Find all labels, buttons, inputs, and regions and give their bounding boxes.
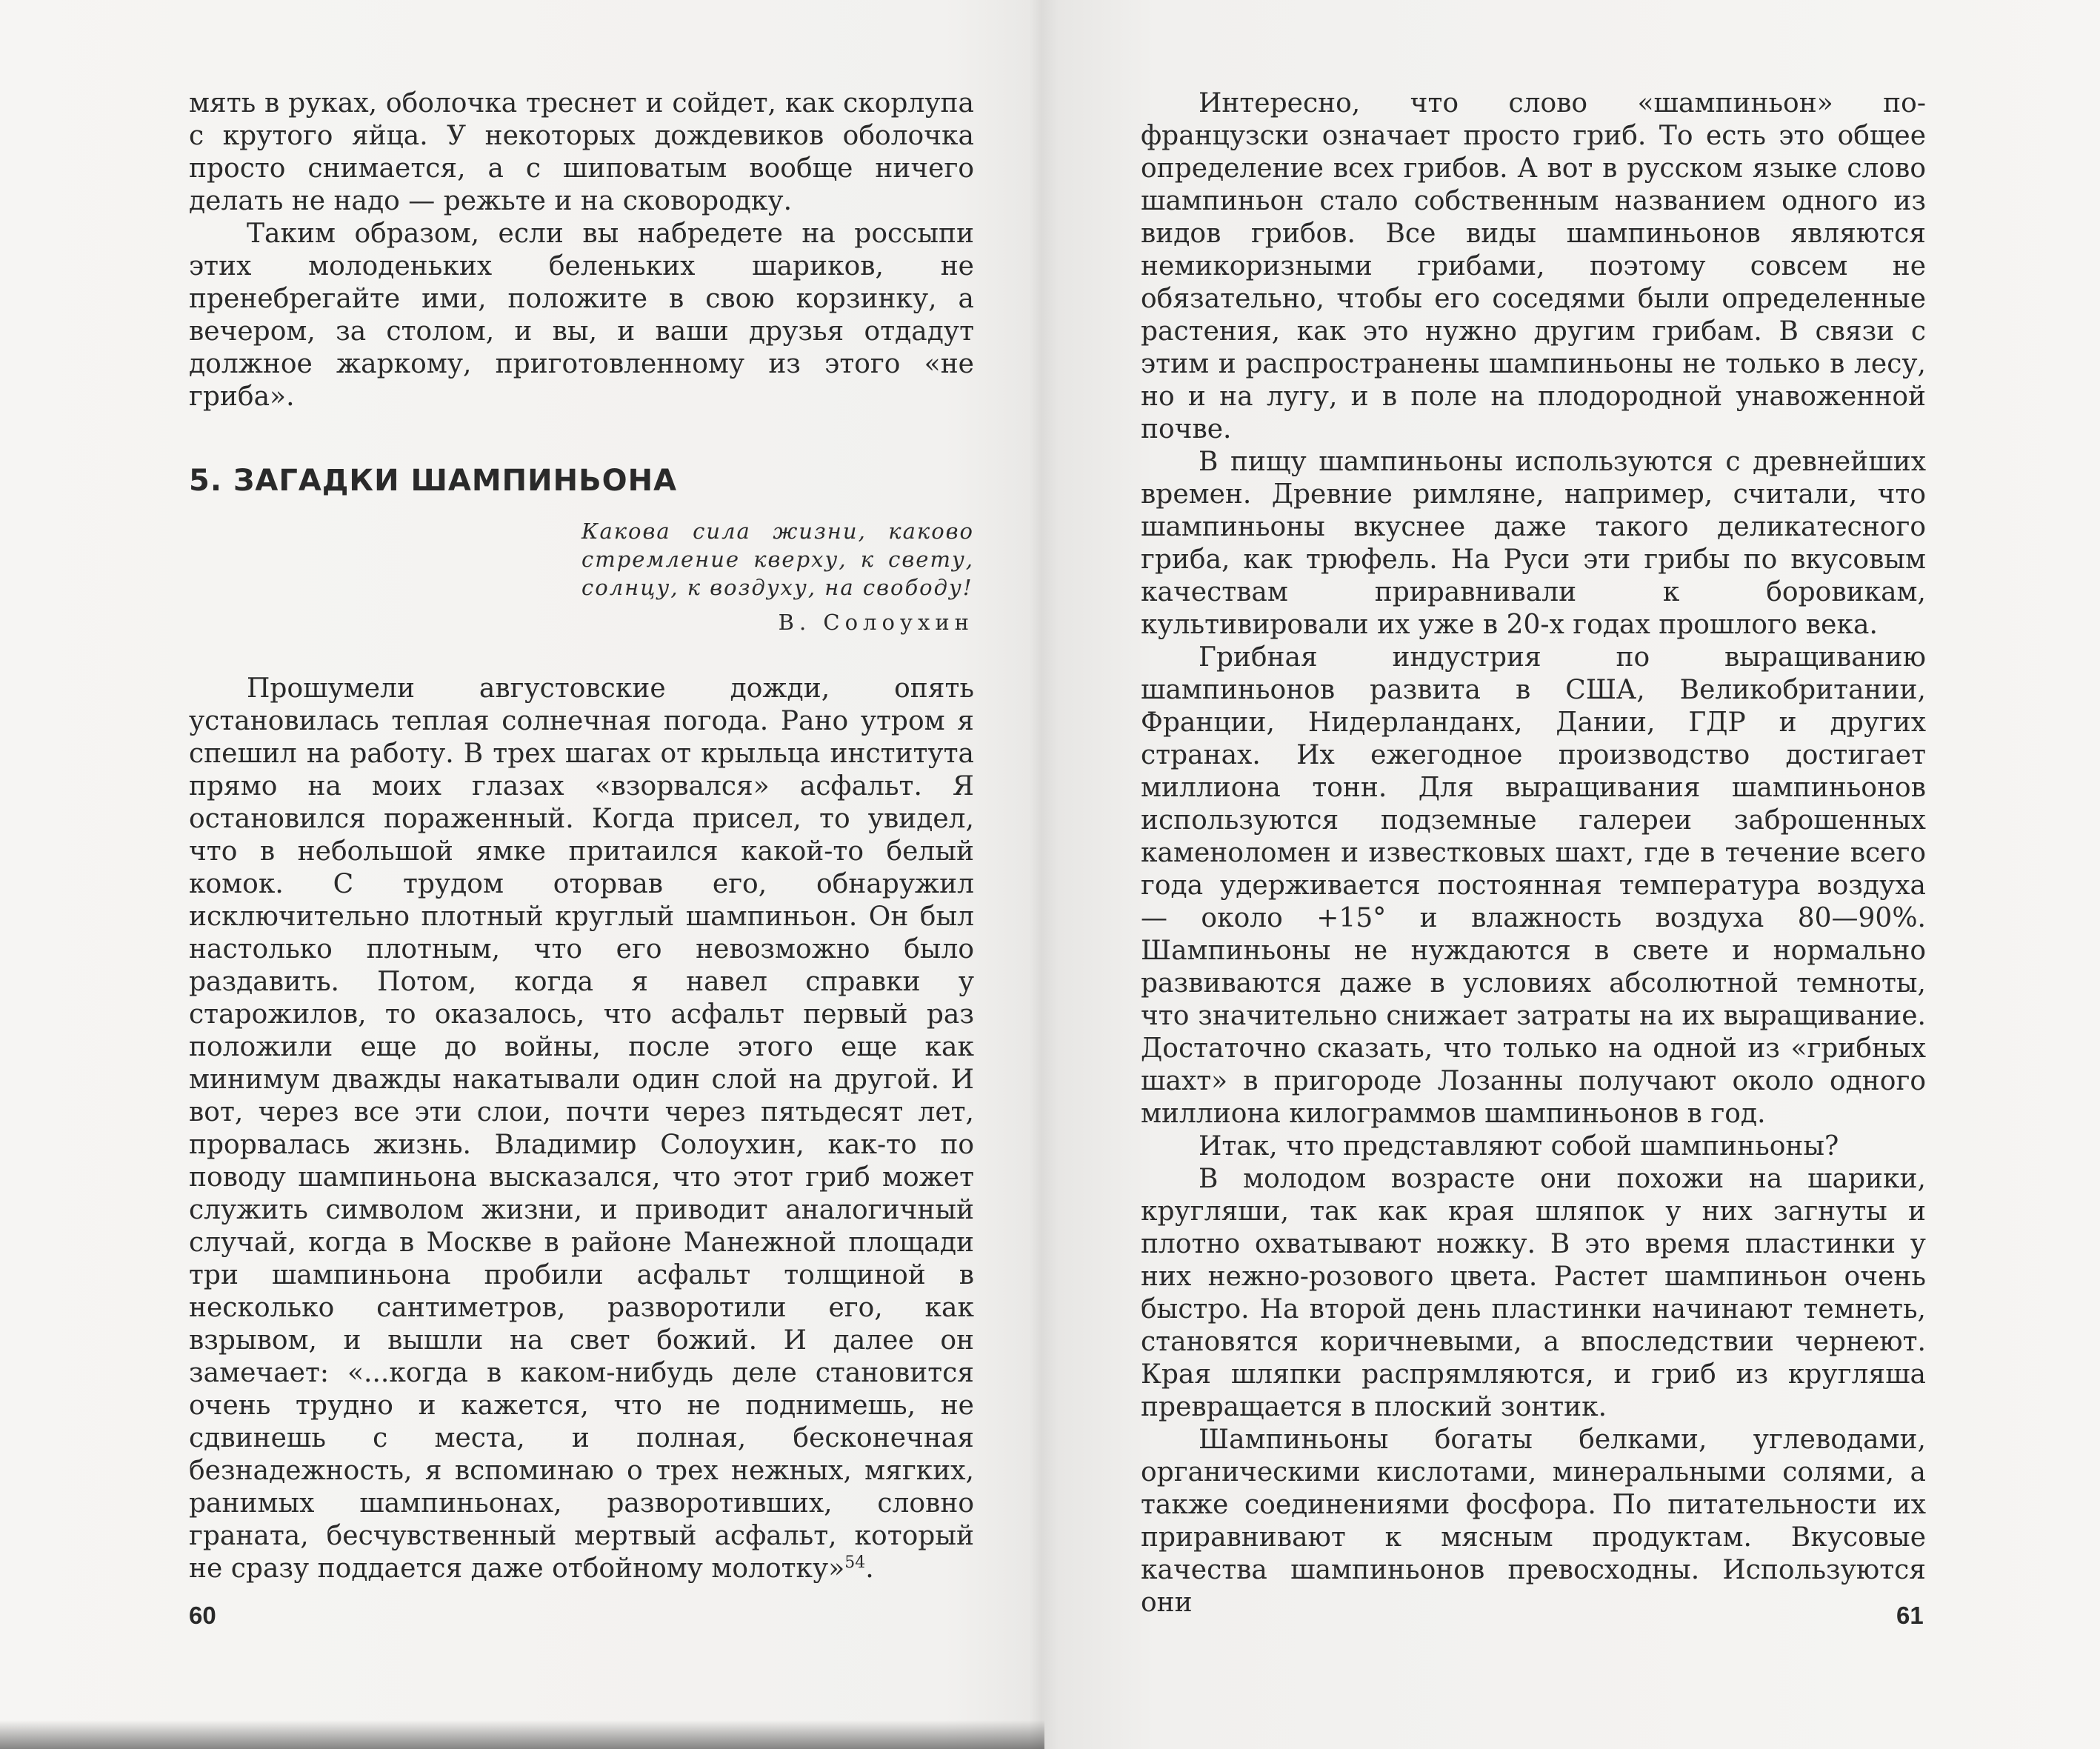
page-number: 61 xyxy=(1896,1602,1924,1629)
epigraph-text: Какова сила жизни, каково стремление кверху, к свету, солнцу, к воздуху, на свободу! xyxy=(581,519,974,600)
paragraph: мять в руках, оболочка треснет и сойдет, как скорлупа с крутого яйца. У некоторых дождевиков оболочка просто снимается, а с шиповатым вообще ничего делать не надо — режьте и на сковородку. xyxy=(189,88,974,216)
paragraph: Грибная индустрия по выращиванию шампиньонов развита в США, Великобритании, Франции, Нидерланданх, Дании, ГДР и других странах. Их ежегодное производство достигает миллиона тонн. Для выращивания шампиньонов используются подземные галереи заброшенных каменоломен и известковых шахт, где в течение всего года удерживается постоянная температура воздуха — около +15° и влажность воздуха 80—90%. Шампиньоны не нуждаются в свете и нормально развиваются даже в условиях абсолютной темноты, что значительно снижает затраты на их выращивание. Достаточно сказать, что только на одной из «грибных шахт» в пригороде Лозанны получают около одного миллиона килограммов шампиньонов в год. xyxy=(1141,642,1926,1129)
section-heading: 5. ЗАГАДКИ ШАМПИНЬОНА xyxy=(189,464,678,498)
right-page xyxy=(1141,87,1926,1619)
paragraph: Таким образом, если вы набредете на россыпи этих молоденьких беленьких шариков, не пренебрегайте ими, положите в свою корзинку, а вечером, за столом, и вы, и ваши друзья отдадут должное жаркому, приготовленному из этого «не гриба». xyxy=(189,219,974,412)
paragraph: В пищу шампиньоны используются с древнейших времен. Древние римляне, например, считали, что шампиньоны вкуснее даже такого деликатесного гриба, как трюфель. На Руси эти грибы по вкусовым качествам приравнивали к боровикам, культивировали их уже в 20-х годах прошлого века. xyxy=(1141,447,1926,640)
paragraph: Интересно, что слово «шампиньон» по-французски означает просто гриб. То есть это общее определение всех грибов. А вот в русском языке слово шампиньон стало собственным названием одного из видов грибов. Все виды шампиньонов являются немикоризными грибами, поэтому совсем не обязательно, чтобы его соседями были определенные растения, как это нужно другим грибам. В связи с этим и распространены шампиньоны не только в лесу, но и на лугу, и в поле на плодородной унавоженной почве. xyxy=(1141,88,1926,444)
left-page xyxy=(189,87,974,1585)
paragraph xyxy=(189,673,974,1585)
paragraph: Итак, что представляют собой шампиньоны? xyxy=(1199,1131,1839,1162)
page-number: 60 xyxy=(189,1602,216,1629)
paragraph: В молодом возрасте они похожи на шарики, кругляши, так как края шляпок у них загнуты и плотно охватывают ножку. В это время пластинки у них нежно-розового цвета. Растет шампиньон очень быстро. На второй день пластинки начинают темнеть, становятся коричневыми, а впоследствии чернеют. Края шляпки распрямляются, и гриб из кругляша превращается в плоский зонтик. xyxy=(1141,1164,1926,1422)
paragraph: Шампиньоны богаты белками, углеводами, органическими кислотами, минеральными солями, а также соединениями фосфора. По питательности их приравнивают к мясным продуктам. Вкусовые качества шампиньонов превосходны. Используются они xyxy=(1141,1425,1926,1618)
footnote-tail: . xyxy=(865,1553,874,1584)
epigraph-author: В. Солоухин xyxy=(778,610,974,635)
page-edge-shadow xyxy=(0,1720,1044,1749)
body-text: Прошумели августовские дожди, опять установилась теплая солнечная погода. Рано утром я спешил на работу. В трех шагах от крыльца института прямо на моих глазах «взорвался» асфальт. Я остановился пораженный. Когда присел, то увидел, что в небольшой ямке притаился какой-то белый комок. С трудом оторвав его, обнаружил исключительно плотный круглый шампиньон. Он был настолько плотным, что его невозможно было раздавить. Потом, когда я навел справки у старожилов, то оказалось, что асфальт первый раз положили еще до войны, после этого еще как минимум дважды накатывали один слой на другой. И вот, через все эти слои, почти через пятьдесят лет, прорвалась жизнь. Владимир Солоухин, как-то по поводу шампиньона высказался, что этот гриб может служить символом жизни, и приводит аналогичный случай, когда в Москве в районе Манежной площади три шампиньона пробили асфальт толщиной в несколько сантиметров, разворотили его, как взрывом, и вышли на свет божий. И далее он замечает: «...когда в каком-нибудь деле становится очень трудно и кажется, что не поднимешь, не сдвинешь с места, и полная, бесконечная безнадежность, я вспоминаю о трех нежных, мягких, ранимых шампиньонах, разворотивших, словно граната, бесчувственный мертвый асфальт, который не сразу поддается даже отбойному молотку» xyxy=(189,673,974,1584)
footnote-ref: 54 xyxy=(844,1553,866,1572)
